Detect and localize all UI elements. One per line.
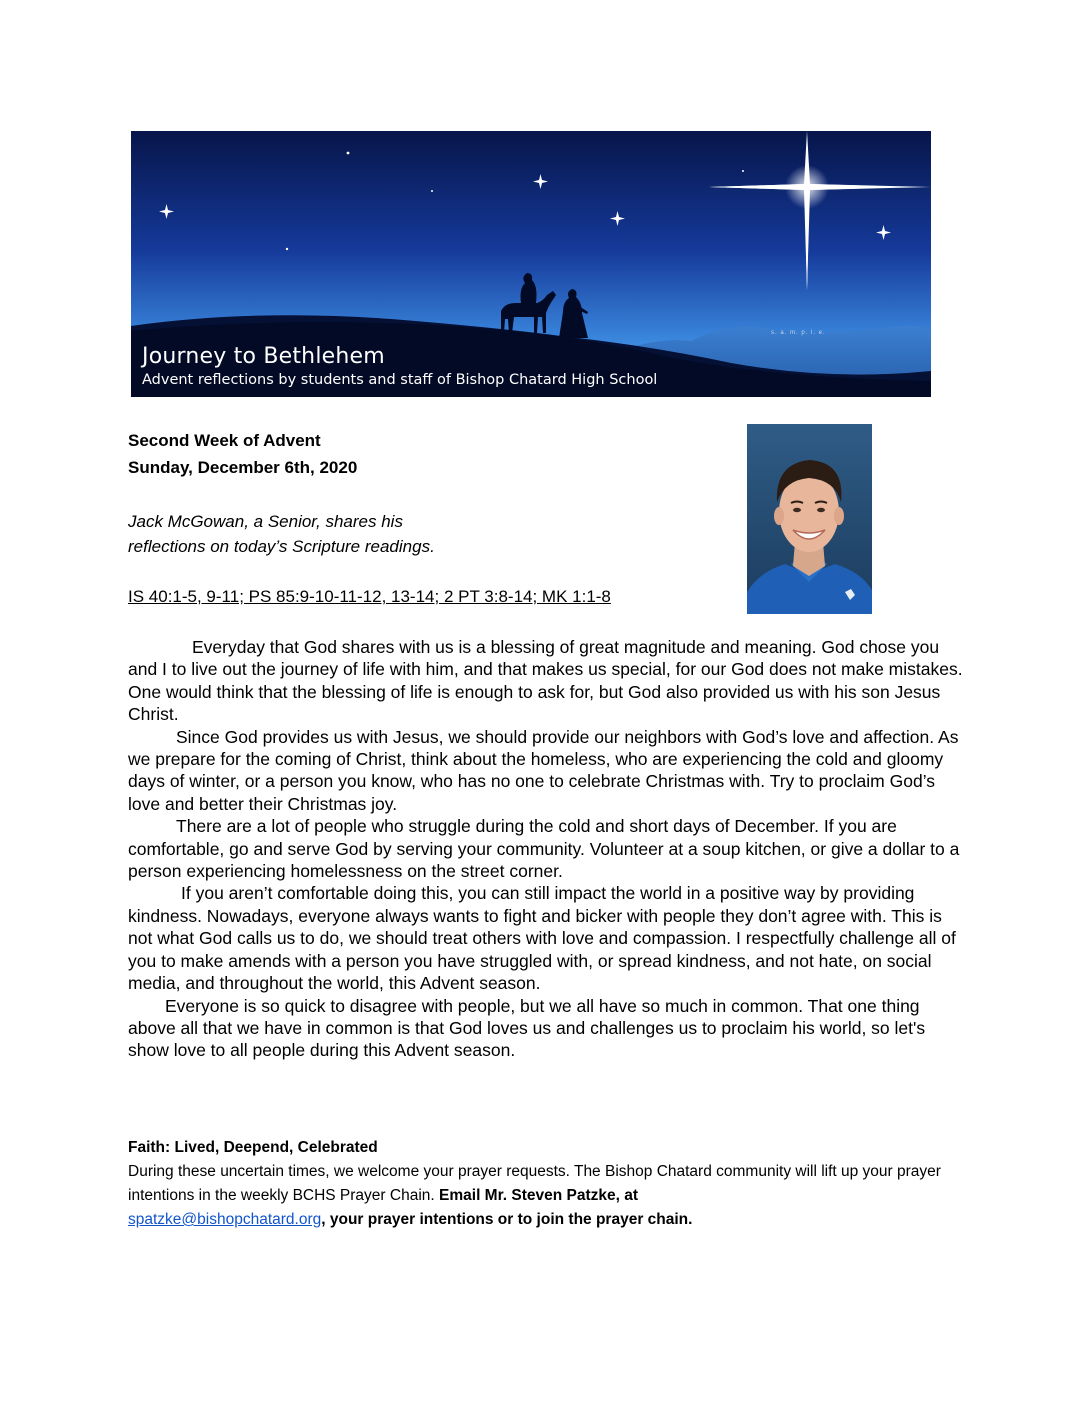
reflection-paragraph: There are a lot of people who struggle during the cold and short days of December. If you are comfortable, go and serve God by serving your community. Volunteer at a soup kitchen, or give a dollar to a person experiencing homelessness on the street corner.	[128, 816, 960, 882]
reflection-paragraph: Everyday that God shares with us is a blessing of great magnitude and meaning. God chose you and I to live out the journey of life with him, and that makes us special, for our God does not make mistakes. One would think that the blessing of life is enough to ask for, but God also provided us with his son Jesus Christ.	[128, 637, 963, 725]
intro-line: reflections on today’s Scripture readings.	[128, 537, 435, 556]
footer-title: Faith: Lived, Deepend, Celebrated	[128, 1139, 378, 1156]
banner-title: Journey to Bethlehem	[142, 344, 385, 369]
email-link[interactable]: spatzke@bishopchatard.org	[128, 1211, 322, 1228]
date-heading: Sunday, December 6th, 2020	[128, 458, 358, 477]
portrait-icon	[747, 424, 872, 614]
banner-subtitle: Advent reflections by students and staff of Bishop Chatard High School	[142, 372, 658, 388]
reflection-paragraph: Since God provides us with Jesus, we should provide our neighbors with God’s love and affection. As we prepare for the coming of Christ, think about the homeless, who are experiencing the cold and gloomy days of winter, or a person you know, who has no one to celebrate Christmas with. Try to proclaim God’s love and better their Christmas joy.	[128, 726, 959, 814]
footer-contact-text: Email Mr. Steven Patzke, at	[439, 1187, 639, 1204]
week-heading: Second Week of Advent	[128, 431, 321, 450]
reflection-body	[128, 636, 964, 1062]
author-intro	[128, 509, 435, 559]
reflection-paragraph: Everyone is so quick to disagree with people, but we all have so much in common. That one thing above all that we have in common is that God loves us and challenges us to proclaim his world, so let's show love to all people during this Advent season.	[128, 995, 926, 1061]
footer-plain-text: During these uncertain times, we welcome your prayer requests. The Bishop Chatard community will lift up your prayer intentions in the weekly BCHS Prayer Chain.	[128, 1163, 941, 1204]
prayer-chain-section	[128, 1136, 968, 1232]
footer-tail-text: , your prayer intentions or to join the prayer chain.	[321, 1211, 693, 1228]
journey-banner	[131, 131, 931, 397]
student-portrait	[747, 424, 872, 614]
footer-text	[128, 1160, 968, 1232]
banner-signature: s. a. m. p. l. e.	[771, 330, 826, 336]
scripture-readings-link[interactable]: IS 40:1-5, 9-11; PS 85:9-10-11-12, 13-14; 2 PT 3:8-14; MK 1:1-8	[128, 587, 611, 606]
reflection-paragraph: If you aren’t comfortable doing this, you can still impact the world in a positive way by providing kindness. Nowadays, everyone always wants to fight and bicker with people they don’t agree with. This is not what God calls us to do, we should treat others with love and compassion. I respectfully challenge all of you to make amends with a person you have struggled with, or spread kindness, and not hate, on social media, and throughout the world, this Advent season.	[128, 883, 956, 994]
intro-line: Jack McGowan, a Senior, shares his	[128, 512, 403, 531]
